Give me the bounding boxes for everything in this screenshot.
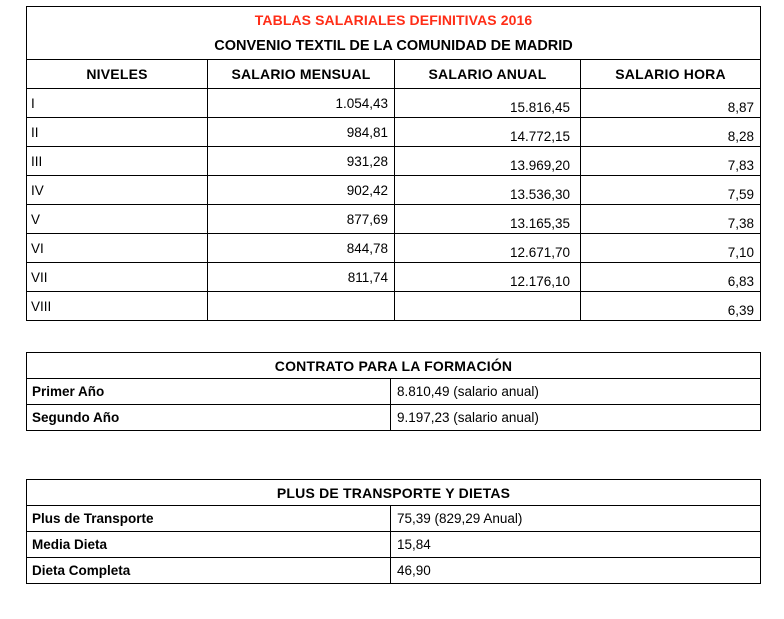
formacion-section-title: CONTRATO PARA LA FORMACIÓN <box>27 353 761 379</box>
table-row <box>27 147 761 176</box>
cell-anual: 12.176,10 <box>395 263 581 292</box>
cell-mensual <box>208 292 395 321</box>
cell-label: Segundo Año <box>27 405 391 431</box>
table-row <box>27 263 761 292</box>
salary-table-header-row <box>27 60 761 89</box>
cell-hora: 8,87 <box>581 89 761 118</box>
cell-mensual: 902,42 <box>208 176 395 205</box>
dietas-title-row <box>27 480 761 506</box>
cell-value: 9.197,23 (salario anual) <box>391 405 761 431</box>
dietas-section-title: PLUS DE TRANSPORTE Y DIETAS <box>27 480 761 506</box>
cell-hora: 6,83 <box>581 263 761 292</box>
table-row <box>27 205 761 234</box>
cell-anual: 15.816,45 <box>395 89 581 118</box>
cell-nivel: II <box>27 118 208 147</box>
formacion-table <box>26 352 761 431</box>
cell-mensual: 877,69 <box>208 205 395 234</box>
salary-table-head <box>27 7 761 89</box>
cell-value: 8.810,49 (salario anual) <box>391 379 761 405</box>
dietas-table <box>26 479 761 584</box>
table-row <box>27 506 761 532</box>
cell-mensual: 811,74 <box>208 263 395 292</box>
cell-value: 15,84 <box>391 532 761 558</box>
cell-hora: 7,83 <box>581 147 761 176</box>
salary-table-body <box>27 89 761 321</box>
cell-hora: 8,28 <box>581 118 761 147</box>
table-row <box>27 234 761 263</box>
cell-label: Primer Año <box>27 379 391 405</box>
table-row <box>27 118 761 147</box>
cell-hora: 7,59 <box>581 176 761 205</box>
cell-anual: 12.671,70 <box>395 234 581 263</box>
document-subtitle-row <box>27 33 761 60</box>
table-row <box>27 89 761 118</box>
cell-label: Plus de Transporte <box>27 506 391 532</box>
cell-nivel: V <box>27 205 208 234</box>
dietas-table-body <box>27 480 761 584</box>
cell-mensual: 844,78 <box>208 234 395 263</box>
table-row <box>27 532 761 558</box>
cell-mensual: 1.054,43 <box>208 89 395 118</box>
cell-label: Media Dieta <box>27 532 391 558</box>
cell-nivel: III <box>27 147 208 176</box>
cell-nivel: VII <box>27 263 208 292</box>
cell-value: 75,39 (829,29 Anual) <box>391 506 761 532</box>
cell-anual: 13.536,30 <box>395 176 581 205</box>
column-header-niveles: NIVELES <box>27 60 208 89</box>
cell-anual: 13.165,35 <box>395 205 581 234</box>
page-subtitle: CONVENIO TEXTIL DE LA COMUNIDAD DE MADRID <box>27 33 761 60</box>
cell-anual <box>395 292 581 321</box>
cell-nivel: IV <box>27 176 208 205</box>
cell-mensual: 931,28 <box>208 147 395 176</box>
formacion-title-row <box>27 353 761 379</box>
cell-nivel: I <box>27 89 208 118</box>
cell-hora: 7,10 <box>581 234 761 263</box>
column-header-salario-mensual: SALARIO MENSUAL <box>208 60 395 89</box>
column-header-salario-anual: SALARIO ANUAL <box>395 60 581 89</box>
cell-hora: 7,38 <box>581 205 761 234</box>
table-row <box>27 379 761 405</box>
cell-nivel: VIII <box>27 292 208 321</box>
formacion-table-body <box>27 353 761 431</box>
table-row <box>27 176 761 205</box>
cell-mensual: 984,81 <box>208 118 395 147</box>
table-row <box>27 292 761 321</box>
document-title-row <box>27 7 761 34</box>
salary-table <box>26 6 761 321</box>
cell-label: Dieta Completa <box>27 558 391 584</box>
cell-anual: 13.969,20 <box>395 147 581 176</box>
cell-anual: 14.772,15 <box>395 118 581 147</box>
cell-nivel: VI <box>27 234 208 263</box>
table-row <box>27 405 761 431</box>
page-title: TABLAS SALARIALES DEFINITIVAS 2016 <box>27 7 761 34</box>
table-row <box>27 558 761 584</box>
column-header-salario-hora: SALARIO HORA <box>581 60 761 89</box>
cell-value: 46,90 <box>391 558 761 584</box>
cell-hora: 6,39 <box>581 292 761 321</box>
